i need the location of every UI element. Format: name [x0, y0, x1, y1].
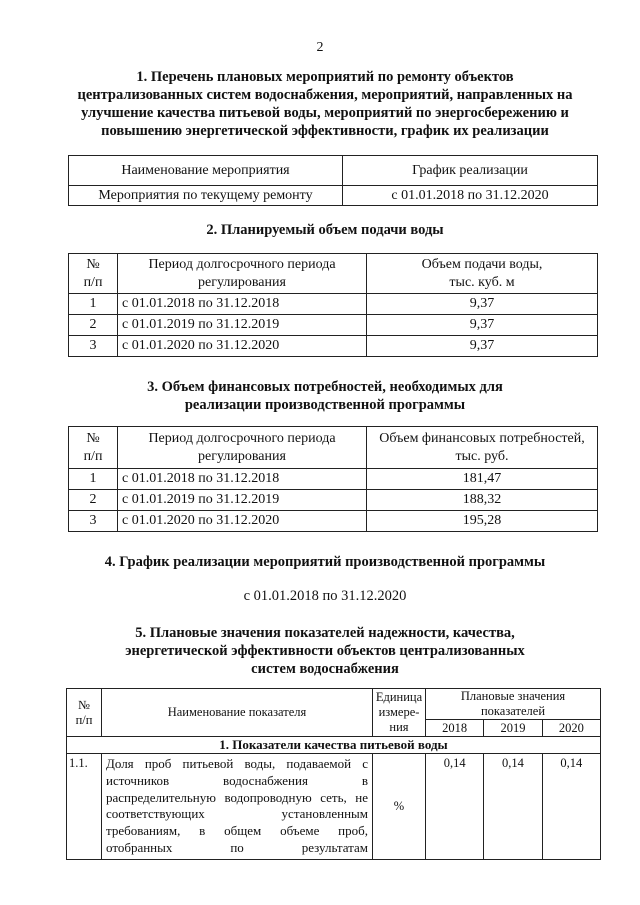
- section5-title: [40, 624, 610, 678]
- section4-title: 4. График реализации мероприятий производственной программы: [104, 554, 546, 570]
- row-period: с 01.01.2018 по 31.12.2018: [118, 469, 367, 490]
- row-volume: 9,37: [367, 336, 598, 357]
- header-line: Объем финансовых потребностей,: [379, 430, 585, 446]
- title-line: систем водоснабжения: [251, 661, 399, 677]
- row-period: с 01.01.2019 по 31.12.2019: [118, 315, 367, 336]
- table-row: [69, 336, 598, 357]
- row-period: с 01.01.2020 по 31.12.2020: [118, 336, 367, 357]
- text-line: распределительную водопроводную сеть, не: [106, 789, 368, 805]
- financial-needs-table: [68, 426, 598, 532]
- header-period: [118, 427, 367, 469]
- header-year-2019: 2019: [484, 720, 542, 737]
- header-line: п/п: [75, 712, 93, 727]
- header-planned-values: [426, 689, 601, 720]
- header-line: регулирования: [198, 274, 286, 290]
- row-amount: 195,28: [367, 511, 598, 532]
- header-line: измере-: [378, 705, 420, 719]
- row-num: 1: [69, 469, 118, 490]
- activity-name: Мероприятия по текущему ремонту: [69, 186, 343, 206]
- row-amount: 188,32: [367, 490, 598, 511]
- title-line: энергетической эффективности объектов централизованных: [125, 643, 525, 659]
- title-line: реализации производственной программы: [184, 397, 466, 413]
- row-num: 2: [69, 315, 118, 336]
- table-row: [69, 469, 598, 490]
- table-row: [69, 490, 598, 511]
- header-schedule: График реализации: [343, 156, 598, 186]
- row-unit: %: [373, 754, 426, 860]
- table-row: [69, 511, 598, 532]
- table-row: [69, 186, 598, 206]
- header-line: Объем подачи воды,: [421, 256, 543, 272]
- text-line: источников водоснабжения в: [106, 772, 368, 788]
- section3-title: [40, 378, 610, 414]
- row-num: 3: [69, 336, 118, 357]
- header-volume: [367, 254, 598, 294]
- section2-title: 2. Планируемый объем подачи воды: [206, 222, 444, 238]
- table-header-row: [69, 156, 598, 186]
- header-line: тыс. куб. м: [449, 274, 515, 290]
- text-line: отобранных по результатам: [106, 839, 368, 855]
- header-num: [67, 689, 102, 737]
- title-line: улучшение качества питьевой воды, мероприятий по энергосбережению и: [81, 105, 569, 121]
- indicators-table: [66, 688, 601, 860]
- table-header-row: [67, 689, 601, 720]
- activities-table: [68, 155, 598, 206]
- header-line: №: [78, 697, 90, 712]
- header-line: п/п: [83, 448, 103, 464]
- header-year-2020: 2020: [542, 720, 600, 737]
- row-num: 1.1.: [67, 754, 102, 860]
- group-title: 1. Показатели качества питьевой воды: [67, 737, 601, 754]
- table-row: [67, 754, 601, 860]
- title-line: централизованных систем водоснабжения, мероприятий, направленных на: [77, 87, 573, 103]
- page-number: 2: [316, 40, 324, 55]
- row-volume: 9,37: [367, 315, 598, 336]
- row-num: 2: [69, 490, 118, 511]
- title-line: 5. Плановые значения показателей надежности, качества,: [135, 625, 515, 641]
- activity-schedule: с 01.01.2018 по 31.12.2020: [343, 186, 598, 206]
- row-period: с 01.01.2018 по 31.12.2018: [118, 294, 367, 315]
- row-indicator-name: [102, 754, 373, 860]
- header-line: Период долгосрочного периода: [148, 430, 336, 446]
- text-line: соответствующих установленным: [106, 806, 368, 822]
- header-activity: Наименование мероприятия: [69, 156, 343, 186]
- row-num: 3: [69, 511, 118, 532]
- header-indicator-name: Наименование показателя: [102, 689, 373, 737]
- header-line: тыс. руб.: [455, 448, 509, 464]
- row-value-2019: 0,14: [484, 754, 542, 860]
- header-num: [69, 254, 118, 294]
- row-amount: 181,47: [367, 469, 598, 490]
- water-supply-table: [68, 253, 598, 357]
- header-line: №: [86, 430, 100, 446]
- title-line: 1. Перечень плановых мероприятий по ремонту объектов: [136, 69, 514, 85]
- title-line: повышению энергетической эффективности, график их реализации: [101, 123, 549, 139]
- header-num: [69, 427, 118, 469]
- header-line: п/п: [83, 274, 103, 290]
- row-num: 1: [69, 294, 118, 315]
- row-value-2018: 0,14: [426, 754, 484, 860]
- row-volume: 9,37: [367, 294, 598, 315]
- row-period: с 01.01.2019 по 31.12.2019: [118, 490, 367, 511]
- group-row: [67, 737, 601, 754]
- header-line: №: [86, 256, 100, 272]
- section4-period: с 01.01.2018 по 31.12.2020: [243, 588, 407, 604]
- header-line: Единица: [375, 690, 423, 704]
- header-year-2018: 2018: [426, 720, 484, 737]
- header-line: регулирования: [198, 448, 286, 464]
- table-row: [69, 315, 598, 336]
- header-line: показателей: [480, 704, 546, 718]
- header-period: [118, 254, 367, 294]
- table-header-row: [69, 254, 598, 294]
- text-line: Доля проб питьевой воды, подаваемой с: [106, 756, 368, 771]
- row-period: с 01.01.2020 по 31.12.2020: [118, 511, 367, 532]
- header-unit: [373, 689, 426, 737]
- header-line: Плановые значения: [460, 689, 566, 703]
- header-line: Период долгосрочного периода: [148, 256, 336, 272]
- table-row: [69, 294, 598, 315]
- header-financial: [367, 427, 598, 469]
- header-line: ния: [389, 720, 409, 734]
- section1-title: [40, 68, 610, 140]
- row-value-2020: 0,14: [542, 754, 600, 860]
- text-line: требованиям, в общем объеме проб,: [106, 823, 368, 839]
- title-line: 3. Объем финансовых потребностей, необходимых для: [147, 379, 503, 395]
- table-header-row: [69, 427, 598, 469]
